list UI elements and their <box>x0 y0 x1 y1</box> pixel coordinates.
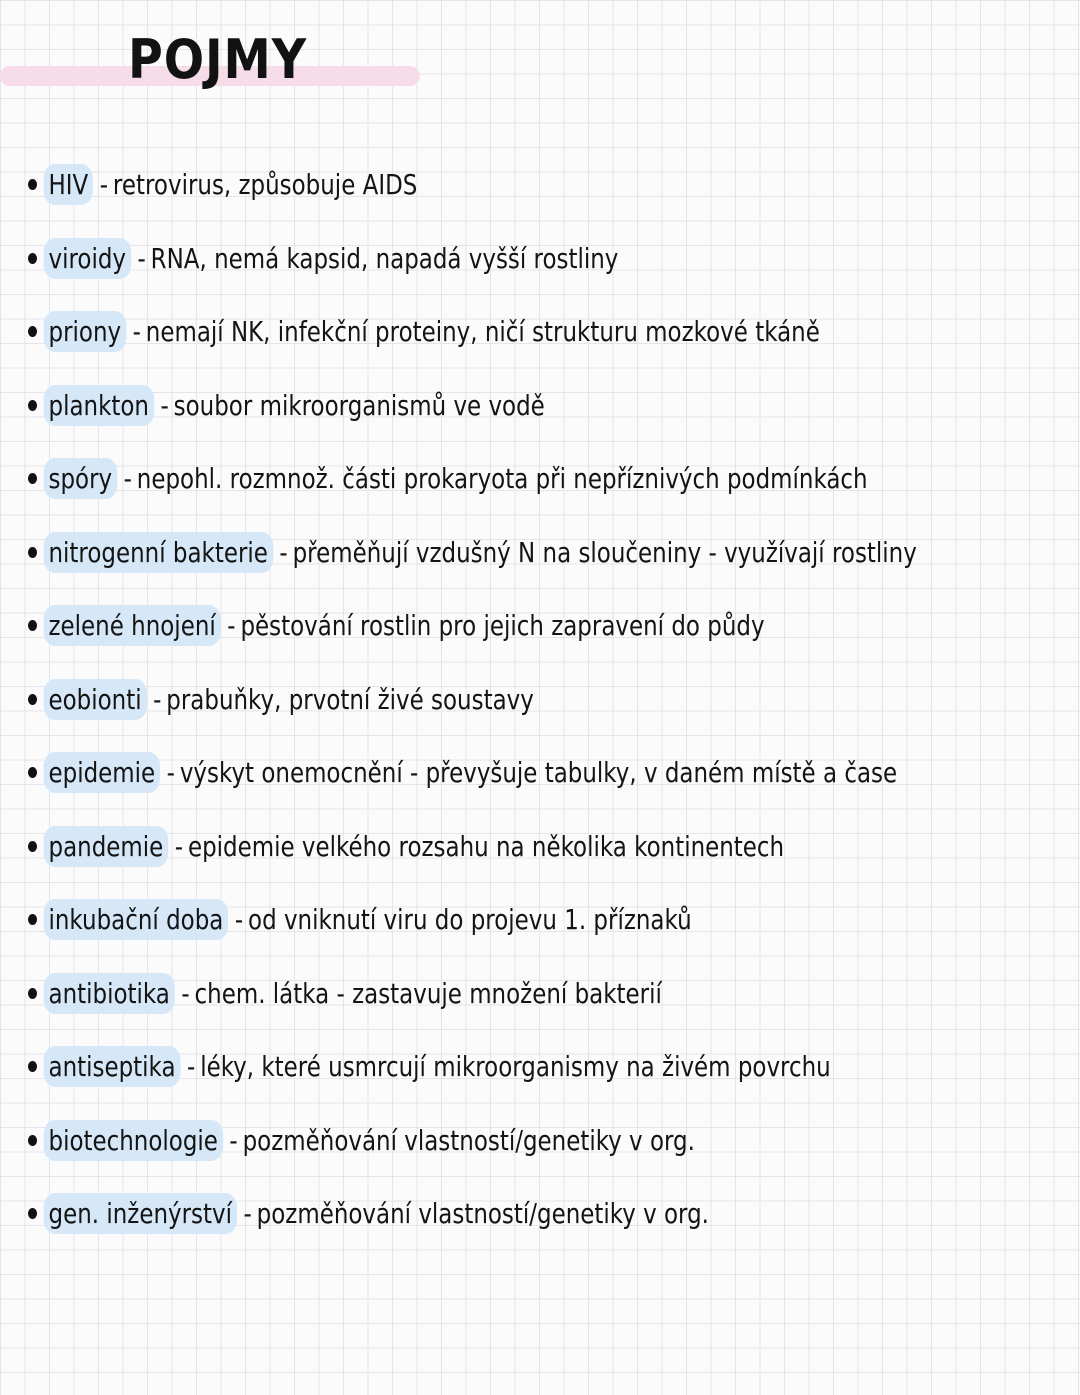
bullet-icon <box>28 1061 37 1072</box>
term-definition: pozměňování vlastností/genetiky v org. <box>242 1123 695 1157</box>
dash-separator: - <box>123 462 132 496</box>
term-label: biotechnologie <box>44 1120 223 1161</box>
bullet-icon <box>28 1135 37 1146</box>
bullet-icon <box>28 473 37 484</box>
term-definition: epidemie velkého rozsahu na několika kontinentech <box>187 829 785 863</box>
dash-separator: - <box>166 756 175 790</box>
dash-separator: - <box>227 609 236 643</box>
list-item <box>28 295 881 369</box>
term-definition: výskyt onemocnění - převyšuje tabulky, v daném místě a čase <box>179 756 898 790</box>
bullet-icon <box>28 1208 37 1219</box>
bullet-icon <box>28 400 37 411</box>
list-item <box>28 148 881 222</box>
bullet-icon <box>28 767 37 778</box>
dash-separator: - <box>132 315 141 349</box>
dash-separator: - <box>229 1123 238 1157</box>
term-definition: soubor mikroorganismů ve vodě <box>173 388 545 422</box>
term-definition: RNA, nemá kapsid, napadá vyšší rostliny <box>150 241 619 275</box>
list-item <box>28 957 881 1031</box>
list-item <box>28 516 917 590</box>
bullet-icon <box>28 914 37 925</box>
term-definition: léky, které usmrcují mikroorganismy na živém povrchu <box>200 1050 831 1084</box>
list-item <box>28 663 881 737</box>
list-item <box>28 883 881 957</box>
term-label: nitrogenní bakterie <box>44 532 273 573</box>
term-label: inkubační doba <box>44 899 229 940</box>
list-item <box>28 1177 881 1251</box>
term-label: priony <box>44 311 126 352</box>
dash-separator: - <box>137 241 146 275</box>
bullet-icon <box>28 326 37 337</box>
term-definition: pěstování rostlin pro jejich zapravení do půdy <box>240 609 765 643</box>
dash-separator: - <box>99 168 109 202</box>
list-item <box>28 442 881 516</box>
list-item <box>28 736 898 810</box>
list-item <box>28 1104 881 1178</box>
term-label: antibiotika <box>44 973 175 1014</box>
term-label: viroidy <box>44 238 131 279</box>
term-label: zelené hnojení <box>44 605 221 646</box>
term-definition: retrovirus, způsobuje AIDS <box>112 168 418 202</box>
bullet-icon <box>28 620 37 631</box>
dash-separator: - <box>279 535 288 569</box>
dash-separator: - <box>160 388 169 422</box>
term-label: HIV <box>44 164 94 205</box>
bullet-icon <box>28 841 37 852</box>
term-label: eobionti <box>44 679 147 720</box>
list-item <box>28 1030 881 1104</box>
term-definition: nemají NK, infekční proteiny, ničí strukturu mozkové tkáně <box>145 315 820 349</box>
term-label: pandemie <box>44 826 169 867</box>
term-label: epidemie <box>44 752 160 793</box>
term-label: plankton <box>44 385 154 426</box>
page-title: POJMY <box>128 28 308 91</box>
list-item <box>28 810 881 884</box>
dash-separator: - <box>234 903 244 937</box>
term-definition: od vniknutí viru do projevu 1. příznaků <box>248 903 692 937</box>
dash-separator: - <box>243 1197 252 1231</box>
bullet-icon <box>28 694 37 705</box>
term-label: gen. inženýrství <box>44 1193 237 1234</box>
bullet-icon <box>28 988 37 999</box>
list-item <box>28 589 881 663</box>
term-definition: prabuňky, prvotní živé soustavy <box>166 682 534 716</box>
bullet-icon <box>28 547 37 558</box>
dash-separator: - <box>174 829 184 863</box>
dash-separator: - <box>153 682 162 716</box>
dash-separator: - <box>186 1050 196 1084</box>
terms-list <box>28 148 1068 1251</box>
term-definition: přeměňují vzdušný N na sloučeniny - využívají rostliny <box>292 535 917 569</box>
term-definition: pozměňování vlastností/genetiky v org. <box>256 1197 709 1231</box>
bullet-icon <box>28 253 37 264</box>
dash-separator: - <box>181 976 190 1010</box>
term-label: antiseptika <box>44 1046 181 1087</box>
list-item <box>28 222 881 296</box>
term-definition: chem. látka - zastavuje množení bakterií <box>194 976 662 1010</box>
list-item <box>28 369 881 443</box>
bullet-icon <box>28 179 37 190</box>
term-definition: nepohl. rozmnož. části prokaryota při nepříznivých podmínkách <box>136 462 868 496</box>
term-label: spóry <box>44 458 117 499</box>
